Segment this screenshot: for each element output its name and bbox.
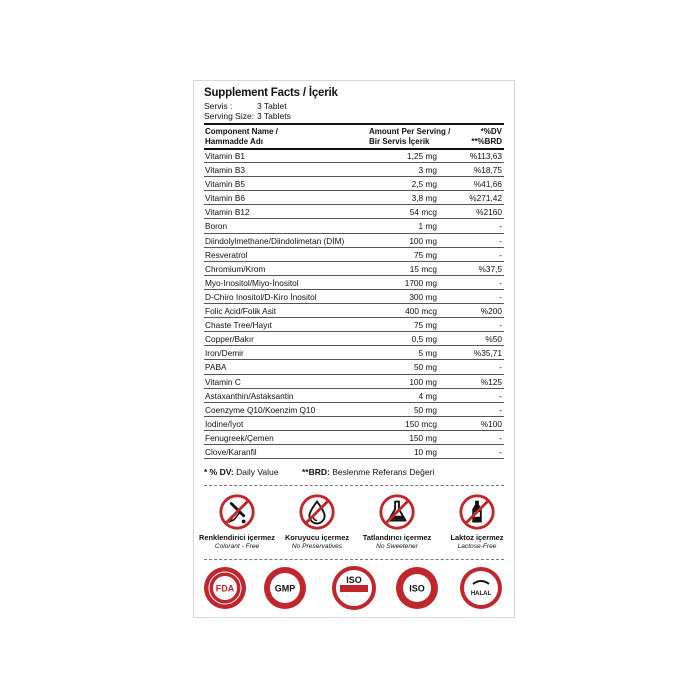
component-name: D-Chiro Inositol/D-Kiro İnositol <box>205 291 317 302</box>
component-name: Vitamin B12 <box>205 207 250 218</box>
daily-value: - <box>499 432 502 443</box>
amount-per-serving: 4 mg <box>418 390 437 401</box>
table-row <box>204 304 504 318</box>
table-row <box>204 332 504 346</box>
badge-colorant-free: Renklendirici içermez Colorant - Free <box>197 493 277 550</box>
serving-row-en: Serving Size: 3 Tablets <box>204 111 291 121</box>
amount-per-serving: 100 mg <box>409 235 437 246</box>
certification-seals <box>194 565 514 615</box>
amount-per-serving: 50 mg <box>413 404 437 415</box>
component-name: Chaste Tree/Hayıt <box>205 320 272 331</box>
footnotes <box>204 467 504 477</box>
badge-preservative-free: Koruyucu içermez No Preservatives <box>277 493 357 550</box>
table-row <box>204 149 504 163</box>
component-name: Copper/Bakır <box>205 334 254 345</box>
amount-per-serving: 75 mg <box>413 320 437 331</box>
amount-per-serving: 54 mcg <box>409 207 437 218</box>
daily-value: - <box>499 320 502 331</box>
footnote-brd: **BRD: Beslenme Referans Değeri <box>302 467 435 477</box>
daily-value: %2160 <box>476 207 502 218</box>
nutrient-table <box>204 149 504 459</box>
component-name: Iron/Demir <box>205 348 244 359</box>
amount-per-serving: 300 mg <box>409 291 437 302</box>
svg-text:FDA: FDA <box>215 583 235 594</box>
free-from-badges <box>194 493 514 563</box>
table-row <box>204 445 504 459</box>
table-row <box>204 290 504 304</box>
svg-text:GMP: GMP <box>274 583 296 594</box>
component-name: Iodine/İyot <box>205 418 244 429</box>
daily-value: - <box>499 362 502 373</box>
header-component: Component Name / Hammadde Adı <box>205 127 278 146</box>
table-row <box>204 417 504 431</box>
amount-per-serving: 150 mcg <box>405 418 437 429</box>
daily-value: %113,63 <box>469 151 502 161</box>
table-row <box>204 375 504 389</box>
iso-22000-seal <box>394 565 440 611</box>
fda-approved-seal <box>202 565 248 611</box>
header-dv: *%DV **%BRD <box>471 127 502 146</box>
daily-value: - <box>499 235 502 246</box>
panel-title: Supplement Facts / İçerik <box>204 87 338 99</box>
daily-value: %18,75 <box>473 165 502 176</box>
dashed-divider <box>204 485 504 486</box>
table-row <box>204 276 504 290</box>
amount-per-serving: 0,5 mg <box>411 334 437 345</box>
component-name: Astaxanthin/Astaksantin <box>205 390 294 401</box>
component-name: Myo-Inositol/Miyo-İnositol <box>205 277 299 288</box>
component-name: PABA <box>205 362 227 373</box>
daily-value: - <box>499 277 502 288</box>
dashed-divider-2 <box>204 559 504 560</box>
table-row <box>204 177 504 191</box>
daily-value: - <box>499 446 502 457</box>
header-amount: Amount Per Serving / Bir Servis İçerik <box>369 127 451 146</box>
table-row <box>204 262 504 276</box>
table-row <box>204 346 504 360</box>
table-row <box>204 403 504 417</box>
daily-value: - <box>499 404 502 415</box>
table-row <box>204 234 504 248</box>
daily-value: %50 <box>485 334 502 345</box>
no-lactose-icon <box>458 493 496 531</box>
table-row <box>204 248 504 262</box>
daily-value: %37,5 <box>478 263 502 274</box>
component-name: Diindolylmethane/Diindolimetan (DİM) <box>205 235 345 246</box>
daily-value: %125 <box>480 376 502 387</box>
footnote-dv: * % DV: Daily Value <box>204 467 279 477</box>
amount-per-serving: 10 mg <box>413 446 437 457</box>
daily-value: %100 <box>480 418 502 429</box>
component-name: Coenzyme Q10/Koenzim Q10 <box>205 404 316 415</box>
component-name: Boron <box>205 221 228 232</box>
table-row <box>204 219 504 233</box>
component-name: Resveratrol <box>205 249 248 260</box>
gmp-seal <box>262 565 308 611</box>
header-divider <box>204 123 504 125</box>
table-row <box>204 191 504 205</box>
no-colorant-icon <box>218 493 256 531</box>
amount-per-serving: 1700 mg <box>404 277 437 288</box>
component-name: Vitamin B5 <box>205 179 245 190</box>
serving-info <box>204 101 504 121</box>
svg-text:ISO: ISO <box>409 583 425 594</box>
component-name: Fenugreek/Çemen <box>205 432 274 443</box>
badge-sweetener-free: Tatlandırıcı içermez No Sweetener <box>357 493 437 550</box>
amount-per-serving: 5 mg <box>418 348 437 359</box>
component-name: Vitamin B6 <box>205 193 245 204</box>
no-preservative-icon <box>298 493 336 531</box>
amount-per-serving: 50 mg <box>413 362 437 373</box>
table-row <box>204 431 504 445</box>
amount-per-serving: 1 mg <box>418 221 437 232</box>
svg-text:ISO: ISO <box>346 575 362 585</box>
component-name: Clove/Karanfil <box>205 446 257 457</box>
supplement-facts-panel <box>193 80 515 618</box>
table-row <box>204 163 504 177</box>
table-row <box>204 360 504 374</box>
table-row <box>204 205 504 219</box>
daily-value: - <box>499 390 502 401</box>
amount-per-serving: 2,5 mg <box>411 179 437 190</box>
amount-per-serving: 1,25 mg <box>407 151 437 161</box>
daily-value: %200 <box>480 306 502 317</box>
component-name: Vitamin B1 <box>205 151 245 161</box>
table-header <box>204 127 504 149</box>
amount-per-serving: 15 mcg <box>409 263 437 274</box>
component-name: Folic Acid/Folik Asit <box>205 306 277 317</box>
no-sweetener-icon <box>378 493 416 531</box>
iso-certified-seal <box>331 565 377 611</box>
daily-value: - <box>499 291 502 302</box>
daily-value: - <box>499 221 502 232</box>
component-name: Vitamin C <box>205 376 241 387</box>
daily-value: %271,42 <box>469 193 502 204</box>
component-name: Vitamin B3 <box>205 165 245 176</box>
daily-value: %35,71 <box>473 348 502 359</box>
amount-per-serving: 75 mg <box>413 249 437 260</box>
daily-value: %41,66 <box>473 179 502 190</box>
amount-per-serving: 400 mcg <box>405 306 437 317</box>
amount-per-serving: 150 mg <box>409 432 437 443</box>
serving-row-tr: Servis : 3 Tablet <box>204 101 287 111</box>
svg-text:HALAL: HALAL <box>470 591 492 597</box>
halal-seal <box>458 565 504 611</box>
component-name: Chromium/Krom <box>205 263 266 274</box>
amount-per-serving: 3 mg <box>418 165 437 176</box>
amount-per-serving: 3,8 mg <box>411 193 437 204</box>
table-row <box>204 318 504 332</box>
daily-value: - <box>499 249 502 260</box>
badge-lactose-free: Laktoz içermez Lactose-Free <box>437 493 517 550</box>
amount-per-serving: 100 mg <box>409 376 437 387</box>
table-row <box>204 389 504 403</box>
